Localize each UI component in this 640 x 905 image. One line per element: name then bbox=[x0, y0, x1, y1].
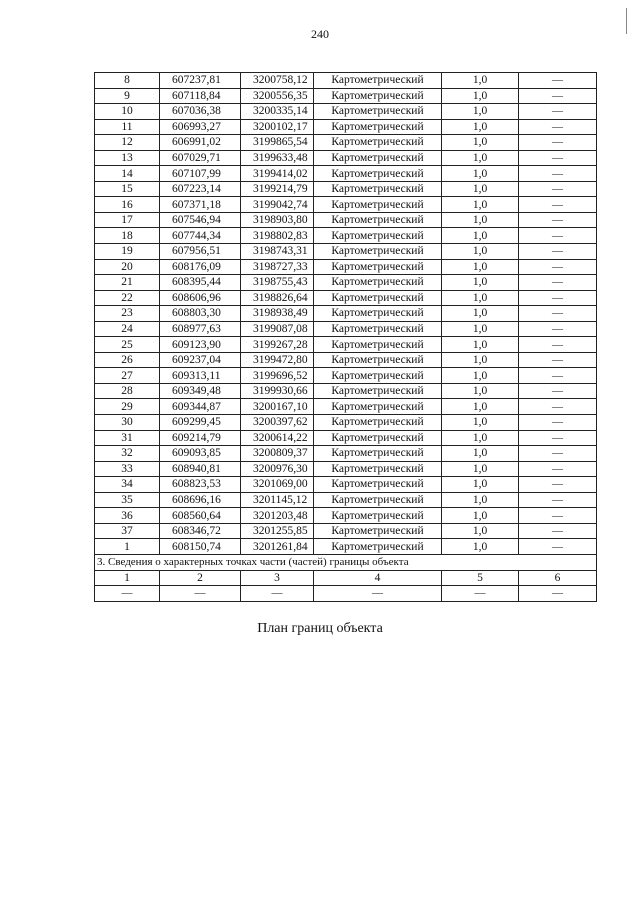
method-cell: Картометрический bbox=[314, 383, 442, 399]
point-number-cell: 29 bbox=[95, 399, 160, 415]
description-cell: — bbox=[519, 88, 597, 104]
description-cell: — bbox=[519, 181, 597, 197]
description-cell: — bbox=[519, 415, 597, 431]
y-coordinate-cell: 3199865,54 bbox=[241, 135, 314, 151]
section3-cell-4: — bbox=[314, 586, 442, 602]
x-coordinate-cell: 608977,63 bbox=[160, 321, 241, 337]
table-row bbox=[95, 321, 597, 337]
table-row bbox=[95, 337, 597, 353]
x-coordinate-cell: 608176,09 bbox=[160, 259, 241, 275]
description-cell: — bbox=[519, 321, 597, 337]
table-row bbox=[95, 228, 597, 244]
y-coordinate-cell: 3199214,79 bbox=[241, 181, 314, 197]
point-number-cell: 12 bbox=[95, 135, 160, 151]
point-number-cell: 10 bbox=[95, 104, 160, 120]
point-number-cell: 22 bbox=[95, 290, 160, 306]
x-coordinate-cell: 609299,45 bbox=[160, 415, 241, 431]
point-number-cell: 33 bbox=[95, 461, 160, 477]
section3-header-2: 2 bbox=[160, 570, 241, 586]
x-coordinate-cell: 608395,44 bbox=[160, 275, 241, 291]
method-cell: Картометрический bbox=[314, 523, 442, 539]
accuracy-cell: 1,0 bbox=[442, 337, 519, 353]
x-coordinate-cell: 606991,02 bbox=[160, 135, 241, 151]
table-row bbox=[95, 290, 597, 306]
point-number-cell: 35 bbox=[95, 492, 160, 508]
y-coordinate-cell: 3198802,83 bbox=[241, 228, 314, 244]
y-coordinate-cell: 3198743,31 bbox=[241, 244, 314, 260]
section3-cell-1: — bbox=[95, 586, 160, 602]
x-coordinate-cell: 608560,64 bbox=[160, 508, 241, 524]
x-coordinate-cell: 607223,14 bbox=[160, 181, 241, 197]
accuracy-cell: 1,0 bbox=[442, 275, 519, 291]
y-coordinate-cell: 3200397,62 bbox=[241, 415, 314, 431]
x-coordinate-cell: 607118,84 bbox=[160, 88, 241, 104]
point-number-cell: 23 bbox=[95, 306, 160, 322]
description-cell: — bbox=[519, 430, 597, 446]
point-number-cell: 25 bbox=[95, 337, 160, 353]
accuracy-cell: 1,0 bbox=[442, 383, 519, 399]
accuracy-cell: 1,0 bbox=[442, 492, 519, 508]
accuracy-cell: 1,0 bbox=[442, 181, 519, 197]
method-cell: Картометрический bbox=[314, 88, 442, 104]
method-cell: Картометрический bbox=[314, 150, 442, 166]
description-cell: — bbox=[519, 119, 597, 135]
table-row bbox=[95, 275, 597, 291]
point-number-cell: 1 bbox=[95, 539, 160, 555]
page-number: 240 bbox=[311, 27, 329, 41]
point-number-cell: 14 bbox=[95, 166, 160, 182]
x-coordinate-cell: 608150,74 bbox=[160, 539, 241, 555]
method-cell: Картометрический bbox=[314, 321, 442, 337]
description-cell: — bbox=[519, 368, 597, 384]
method-cell: Картометрический bbox=[314, 446, 442, 462]
section3-header-3: 3 bbox=[241, 570, 314, 586]
section3-cell-6: — bbox=[519, 586, 597, 602]
y-coordinate-cell: 3200976,30 bbox=[241, 461, 314, 477]
y-coordinate-cell: 3198903,80 bbox=[241, 212, 314, 228]
table-row bbox=[95, 415, 597, 431]
x-coordinate-cell: 607371,18 bbox=[160, 197, 241, 213]
description-cell: — bbox=[519, 352, 597, 368]
description-cell: — bbox=[519, 166, 597, 182]
method-cell: Картометрический bbox=[314, 368, 442, 384]
method-cell: Картометрический bbox=[314, 492, 442, 508]
accuracy-cell: 1,0 bbox=[442, 290, 519, 306]
method-cell: Картометрический bbox=[314, 228, 442, 244]
plan-title: План границ объекта bbox=[257, 621, 383, 636]
accuracy-cell: 1,0 bbox=[442, 368, 519, 384]
point-number-cell: 8 bbox=[95, 73, 160, 89]
table-row bbox=[95, 181, 597, 197]
method-cell: Картометрический bbox=[314, 135, 442, 151]
table-row bbox=[95, 368, 597, 384]
table-row bbox=[95, 259, 597, 275]
method-cell: Картометрический bbox=[314, 259, 442, 275]
point-number-cell: 26 bbox=[95, 352, 160, 368]
description-cell: — bbox=[519, 135, 597, 151]
x-coordinate-cell: 608346,72 bbox=[160, 523, 241, 539]
accuracy-cell: 1,0 bbox=[442, 461, 519, 477]
method-cell: Картометрический bbox=[314, 104, 442, 120]
x-coordinate-cell: 609313,11 bbox=[160, 368, 241, 384]
description-cell: — bbox=[519, 197, 597, 213]
table-row bbox=[95, 399, 597, 415]
description-cell: — bbox=[519, 259, 597, 275]
accuracy-cell: 1,0 bbox=[442, 135, 519, 151]
method-cell: Картометрический bbox=[314, 166, 442, 182]
x-coordinate-cell: 608823,53 bbox=[160, 477, 241, 493]
y-coordinate-cell: 3200758,12 bbox=[241, 73, 314, 89]
description-cell: — bbox=[519, 523, 597, 539]
accuracy-cell: 1,0 bbox=[442, 508, 519, 524]
y-coordinate-cell: 3201069,00 bbox=[241, 477, 314, 493]
accuracy-cell: 1,0 bbox=[442, 306, 519, 322]
accuracy-cell: 1,0 bbox=[442, 244, 519, 260]
method-cell: Картометрический bbox=[314, 337, 442, 353]
section3-header-row bbox=[95, 570, 597, 586]
point-number-cell: 15 bbox=[95, 181, 160, 197]
section3-title-row bbox=[95, 554, 597, 570]
accuracy-cell: 1,0 bbox=[442, 415, 519, 431]
accuracy-cell: 1,0 bbox=[442, 321, 519, 337]
description-cell: — bbox=[519, 104, 597, 120]
method-cell: Картометрический bbox=[314, 539, 442, 555]
table-row bbox=[95, 539, 597, 555]
y-coordinate-cell: 3199042,74 bbox=[241, 197, 314, 213]
accuracy-cell: 1,0 bbox=[442, 88, 519, 104]
point-number-cell: 19 bbox=[95, 244, 160, 260]
description-cell: — bbox=[519, 508, 597, 524]
method-cell: Картометрический bbox=[314, 306, 442, 322]
x-coordinate-cell: 607036,38 bbox=[160, 104, 241, 120]
description-cell: — bbox=[519, 212, 597, 228]
method-cell: Картометрический bbox=[314, 461, 442, 477]
accuracy-cell: 1,0 bbox=[442, 166, 519, 182]
accuracy-cell: 1,0 bbox=[442, 446, 519, 462]
method-cell: Картометрический bbox=[314, 119, 442, 135]
method-cell: Картометрический bbox=[314, 244, 442, 260]
description-cell: — bbox=[519, 244, 597, 260]
y-coordinate-cell: 3199414,02 bbox=[241, 166, 314, 182]
table-row bbox=[95, 88, 597, 104]
accuracy-cell: 1,0 bbox=[442, 119, 519, 135]
y-coordinate-cell: 3198826,64 bbox=[241, 290, 314, 306]
accuracy-cell: 1,0 bbox=[442, 73, 519, 89]
point-number-cell: 17 bbox=[95, 212, 160, 228]
section3-cell-3: — bbox=[241, 586, 314, 602]
accuracy-cell: 1,0 bbox=[442, 399, 519, 415]
table-row bbox=[95, 383, 597, 399]
y-coordinate-cell: 3200614,22 bbox=[241, 430, 314, 446]
x-coordinate-cell: 607546,94 bbox=[160, 212, 241, 228]
y-coordinate-cell: 3201203,48 bbox=[241, 508, 314, 524]
section3-cell-2: — bbox=[160, 586, 241, 602]
method-cell: Картометрический bbox=[314, 399, 442, 415]
table-row bbox=[95, 73, 597, 89]
x-coordinate-cell: 607029,71 bbox=[160, 150, 241, 166]
y-coordinate-cell: 3199696,52 bbox=[241, 368, 314, 384]
point-number-cell: 28 bbox=[95, 383, 160, 399]
description-cell: — bbox=[519, 337, 597, 353]
method-cell: Картометрический bbox=[314, 352, 442, 368]
table-row bbox=[95, 306, 597, 322]
method-cell: Картометрический bbox=[314, 181, 442, 197]
table-row bbox=[95, 523, 597, 539]
point-number-cell: 21 bbox=[95, 275, 160, 291]
point-number-cell: 36 bbox=[95, 508, 160, 524]
point-number-cell: 30 bbox=[95, 415, 160, 431]
x-coordinate-cell: 607956,51 bbox=[160, 244, 241, 260]
description-cell: — bbox=[519, 383, 597, 399]
coordinates-table bbox=[94, 72, 597, 602]
point-number-cell: 32 bbox=[95, 446, 160, 462]
section3-empty-row bbox=[95, 586, 597, 602]
y-coordinate-cell: 3199087,08 bbox=[241, 321, 314, 337]
description-cell: — bbox=[519, 275, 597, 291]
method-cell: Картометрический bbox=[314, 275, 442, 291]
point-number-cell: 9 bbox=[95, 88, 160, 104]
y-coordinate-cell: 3200335,14 bbox=[241, 104, 314, 120]
point-number-cell: 18 bbox=[95, 228, 160, 244]
description-cell: — bbox=[519, 539, 597, 555]
y-coordinate-cell: 3199267,28 bbox=[241, 337, 314, 353]
y-coordinate-cell: 3199472,80 bbox=[241, 352, 314, 368]
description-cell: — bbox=[519, 306, 597, 322]
y-coordinate-cell: 3201255,85 bbox=[241, 523, 314, 539]
y-coordinate-cell: 3201145,12 bbox=[241, 492, 314, 508]
accuracy-cell: 1,0 bbox=[442, 259, 519, 275]
method-cell: Картометрический bbox=[314, 477, 442, 493]
accuracy-cell: 1,0 bbox=[442, 523, 519, 539]
table-row bbox=[95, 104, 597, 120]
y-coordinate-cell: 3199633,48 bbox=[241, 150, 314, 166]
description-cell: — bbox=[519, 399, 597, 415]
point-number-cell: 11 bbox=[95, 119, 160, 135]
point-number-cell: 34 bbox=[95, 477, 160, 493]
accuracy-cell: 1,0 bbox=[442, 197, 519, 213]
y-coordinate-cell: 3198755,43 bbox=[241, 275, 314, 291]
description-cell: — bbox=[519, 492, 597, 508]
section3-title: 3. Сведения о характерных точках части (частей) границы объекта bbox=[95, 554, 597, 570]
description-cell: — bbox=[519, 461, 597, 477]
table-row bbox=[95, 119, 597, 135]
x-coordinate-cell: 606993,27 bbox=[160, 119, 241, 135]
section3-header-4: 4 bbox=[314, 570, 442, 586]
point-number-cell: 37 bbox=[95, 523, 160, 539]
accuracy-cell: 1,0 bbox=[442, 477, 519, 493]
x-coordinate-cell: 609123,90 bbox=[160, 337, 241, 353]
table-row bbox=[95, 492, 597, 508]
method-cell: Картометрический bbox=[314, 430, 442, 446]
table-row bbox=[95, 197, 597, 213]
accuracy-cell: 1,0 bbox=[442, 212, 519, 228]
table-row bbox=[95, 477, 597, 493]
description-cell: — bbox=[519, 150, 597, 166]
description-cell: — bbox=[519, 446, 597, 462]
accuracy-cell: 1,0 bbox=[442, 104, 519, 120]
y-coordinate-cell: 3200809,37 bbox=[241, 446, 314, 462]
x-coordinate-cell: 609214,79 bbox=[160, 430, 241, 446]
y-coordinate-cell: 3198938,49 bbox=[241, 306, 314, 322]
point-number-cell: 16 bbox=[95, 197, 160, 213]
scan-edge-mark bbox=[626, 8, 627, 34]
point-number-cell: 24 bbox=[95, 321, 160, 337]
x-coordinate-cell: 609344,87 bbox=[160, 399, 241, 415]
x-coordinate-cell: 607107,99 bbox=[160, 166, 241, 182]
description-cell: — bbox=[519, 290, 597, 306]
table-row bbox=[95, 244, 597, 260]
section3-header-6: 6 bbox=[519, 570, 597, 586]
method-cell: Картометрический bbox=[314, 290, 442, 306]
point-number-cell: 20 bbox=[95, 259, 160, 275]
description-cell: — bbox=[519, 228, 597, 244]
method-cell: Картометрический bbox=[314, 415, 442, 431]
x-coordinate-cell: 609237,04 bbox=[160, 352, 241, 368]
method-cell: Картометрический bbox=[314, 212, 442, 228]
section3-header-1: 1 bbox=[95, 570, 160, 586]
x-coordinate-cell: 609093,85 bbox=[160, 446, 241, 462]
description-cell: — bbox=[519, 477, 597, 493]
y-coordinate-cell: 3199930,66 bbox=[241, 383, 314, 399]
y-coordinate-cell: 3200102,17 bbox=[241, 119, 314, 135]
description-cell: — bbox=[519, 73, 597, 89]
method-cell: Картометрический bbox=[314, 508, 442, 524]
table-row bbox=[95, 352, 597, 368]
accuracy-cell: 1,0 bbox=[442, 150, 519, 166]
table-row bbox=[95, 135, 597, 151]
x-coordinate-cell: 608606,96 bbox=[160, 290, 241, 306]
section3-header-5: 5 bbox=[442, 570, 519, 586]
x-coordinate-cell: 608803,30 bbox=[160, 306, 241, 322]
y-coordinate-cell: 3201261,84 bbox=[241, 539, 314, 555]
method-cell: Картометрический bbox=[314, 197, 442, 213]
method-cell: Картометрический bbox=[314, 73, 442, 89]
table-row bbox=[95, 430, 597, 446]
y-coordinate-cell: 3200556,35 bbox=[241, 88, 314, 104]
x-coordinate-cell: 607744,34 bbox=[160, 228, 241, 244]
x-coordinate-cell: 608940,81 bbox=[160, 461, 241, 477]
accuracy-cell: 1,0 bbox=[442, 430, 519, 446]
accuracy-cell: 1,0 bbox=[442, 228, 519, 244]
y-coordinate-cell: 3198727,33 bbox=[241, 259, 314, 275]
table-row bbox=[95, 461, 597, 477]
accuracy-cell: 1,0 bbox=[442, 352, 519, 368]
x-coordinate-cell: 608696,16 bbox=[160, 492, 241, 508]
point-number-cell: 27 bbox=[95, 368, 160, 384]
x-coordinate-cell: 609349,48 bbox=[160, 383, 241, 399]
table-row bbox=[95, 166, 597, 182]
accuracy-cell: 1,0 bbox=[442, 539, 519, 555]
table-row bbox=[95, 446, 597, 462]
point-number-cell: 13 bbox=[95, 150, 160, 166]
table-row bbox=[95, 212, 597, 228]
point-number-cell: 31 bbox=[95, 430, 160, 446]
table-row bbox=[95, 508, 597, 524]
y-coordinate-cell: 3200167,10 bbox=[241, 399, 314, 415]
table-row bbox=[95, 150, 597, 166]
section3-cell-5: — bbox=[442, 586, 519, 602]
x-coordinate-cell: 607237,81 bbox=[160, 73, 241, 89]
